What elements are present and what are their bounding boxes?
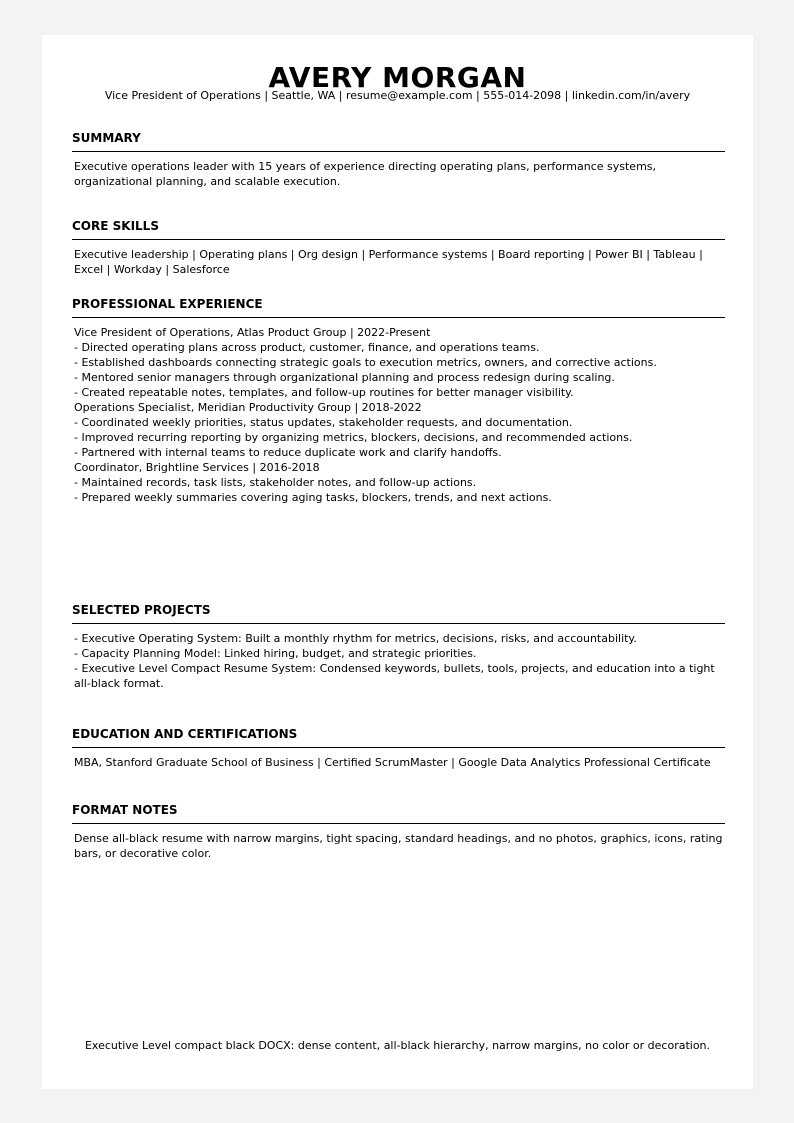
projects-list [72,631,725,691]
education-text: MBA, Stanford Graduate School of Business | Certified ScrumMaster | Google Data Analytics Professional Certificate [74,756,711,769]
experience-line: - Established dashboards connecting strategic goals to execution metrics, owners, and corrective actions. [74,356,657,369]
project-line: - Executive Level Compact Resume System: Condensed keywords, bullets, tools, projects, and education into a tight all-black format. [74,662,715,690]
education-section [72,727,725,770]
experience-line: - Coordinated weekly priorities, status updates, stakeholder requests, and documentation. [74,416,573,429]
experience-line: - Created repeatable notes, templates, and follow-up routines for better manager visibility. [74,386,574,399]
experience-line: Coordinator, Brightline Services | 2016-2018 [74,461,320,474]
experience-line: - Improved recurring reporting by organizing metrics, blockers, decisions, and recommended actions. [74,431,633,444]
experience-line: - Mentored senior managers through organizational planning and process redesign during scaling. [74,371,615,384]
experience-section [72,297,725,505]
summary-heading: SUMMARY [72,131,725,152]
format-notes-heading: FORMAT NOTES [72,803,725,824]
projects-heading: SELECTED PROJECTS [72,603,725,624]
projects-section [72,603,725,691]
project-line: - Executive Operating System: Built a monthly rhythm for metrics, decisions, risks, and accountability. [74,632,637,645]
contact-line: Vice President of Operations | Seattle, WA | resume@example.com | 555-014-2098 | linkedin.com/in/avery [104,89,691,102]
candidate-name: AVERY MORGAN [268,61,527,94]
experience-line: - Prepared weekly summaries covering aging tasks, blockers, trends, and next actions. [74,491,552,504]
footer-note: Executive Level compact black DOCX: dense content, all-black hierarchy, narrow margins, no color or decoration. [84,1039,711,1052]
core-skills-heading: CORE SKILLS [72,219,725,240]
project-line: - Capacity Planning Model: Linked hiring, budget, and strategic priorities. [74,647,477,660]
core-skills-section [72,219,725,277]
experience-line: - Maintained records, task lists, stakeholder notes, and follow-up actions. [74,476,477,489]
summary-section [72,131,725,189]
experience-heading: PROFESSIONAL EXPERIENCE [72,297,725,318]
experience-line: Operations Specialist, Meridian Productivity Group | 2018-2022 [74,401,422,414]
format-notes-text: Dense all-black resume with narrow margins, tight spacing, standard headings, and no photos, graphics, icons, rating bars, or decorative color. [74,832,723,860]
experience-line: - Partnered with internal teams to reduce duplicate work and clarify handoffs. [74,446,502,459]
education-heading: EDUCATION AND CERTIFICATIONS [72,727,725,748]
summary-text: Executive operations leader with 15 years of experience directing operating plans, performance systems, organizational planning, and scalable execution. [74,160,657,188]
resume-page [42,35,753,1089]
experience-line: - Directed operating plans across product, customer, finance, and operations teams. [74,341,540,354]
core-skills-text: Executive leadership | Operating plans | Org design | Performance systems | Board reporting | Power BI | Tableau | Excel | Workday | Salesforce [74,248,703,276]
experience-list [72,325,725,505]
experience-line: Vice President of Operations, Atlas Product Group | 2022-Present [74,326,431,339]
format-notes-section [72,803,725,861]
